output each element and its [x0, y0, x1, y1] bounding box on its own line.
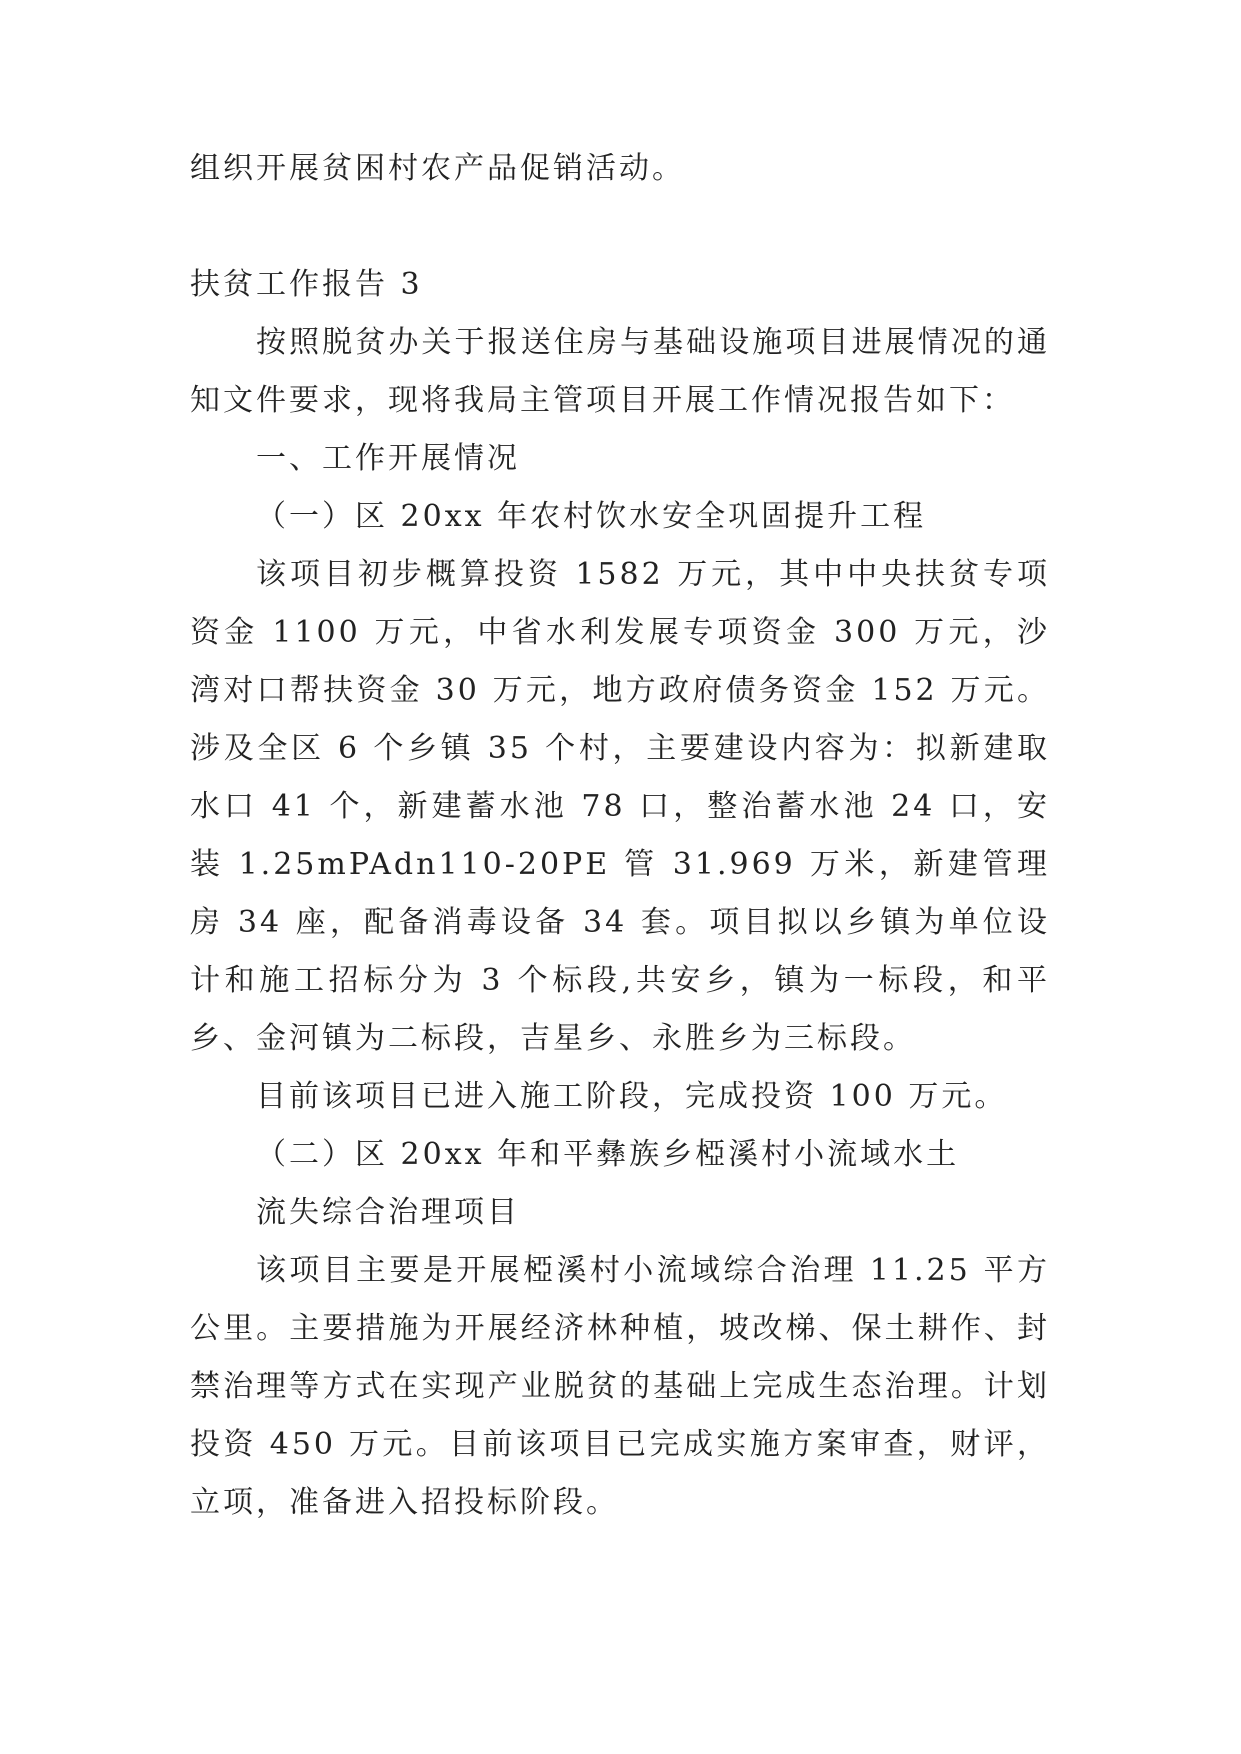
report-title: 扶贫工作报告 3 [190, 267, 423, 302]
document-body [190, 140, 1050, 1532]
carryover-line: 组织开展贫困村农产品促销活动。 [190, 151, 685, 186]
section-one-heading: 一、工作开展情况 [256, 441, 520, 476]
item-two-body: 该项目主要是开展椏溪村小流域综合治理 11.25 平方公里。主要措施为开展经济林种植，坡改梯、保土耕作、封禁治理等方式在实现产业脱贫的基础上完成生态治理。计划投资 450 万元。目前该项目已完成实施方案审查，财评，立项，准备进入招投标阶段。 [190, 1253, 1050, 1520]
intro-paragraph: 按照脱贫办关于报送住房与基础设施项目进展情况的通知文件要求，现将我局主管项目开展工作情况报告如下： [190, 325, 1050, 418]
item-two-heading-line1: （二）区 20xx 年和平彝族乡椏溪村小流域水土 [256, 1137, 960, 1172]
item-one-heading: （一）区 20xx 年农村饮水安全巩固提升工程 [256, 499, 927, 534]
item-two-heading-line2: 流失综合治理项目 [256, 1195, 520, 1230]
paragraph-gap [190, 198, 1050, 256]
item-one-body: 该项目初步概算投资 1582 万元，其中中央扶贫专项资金 1100 万元，中省水利发展专项资金 300 万元，沙湾对口帮扶资金 30 万元，地方政府债务资金 152 万元。涉及全区 6 个乡镇 35 个村，主要建设内容为：拟新建取水口 41 个，新建蓄水池 78 口，整治蓄水池 24 口，安装 1.25mPAdn110-20PE 管 31.969 万米，新建管理房 34 座，配备消毒设备 34 套。项目拟以乡镇为单位设计和施工招标分为 3 个标段,共安乡，镇为一标段，和平乡、金河镇为二标段，吉星乡、永胜乡为三标段。 [190, 557, 1050, 1056]
item-one-progress: 目前该项目已进入施工阶段，完成投资 100 万元。 [256, 1079, 1008, 1114]
